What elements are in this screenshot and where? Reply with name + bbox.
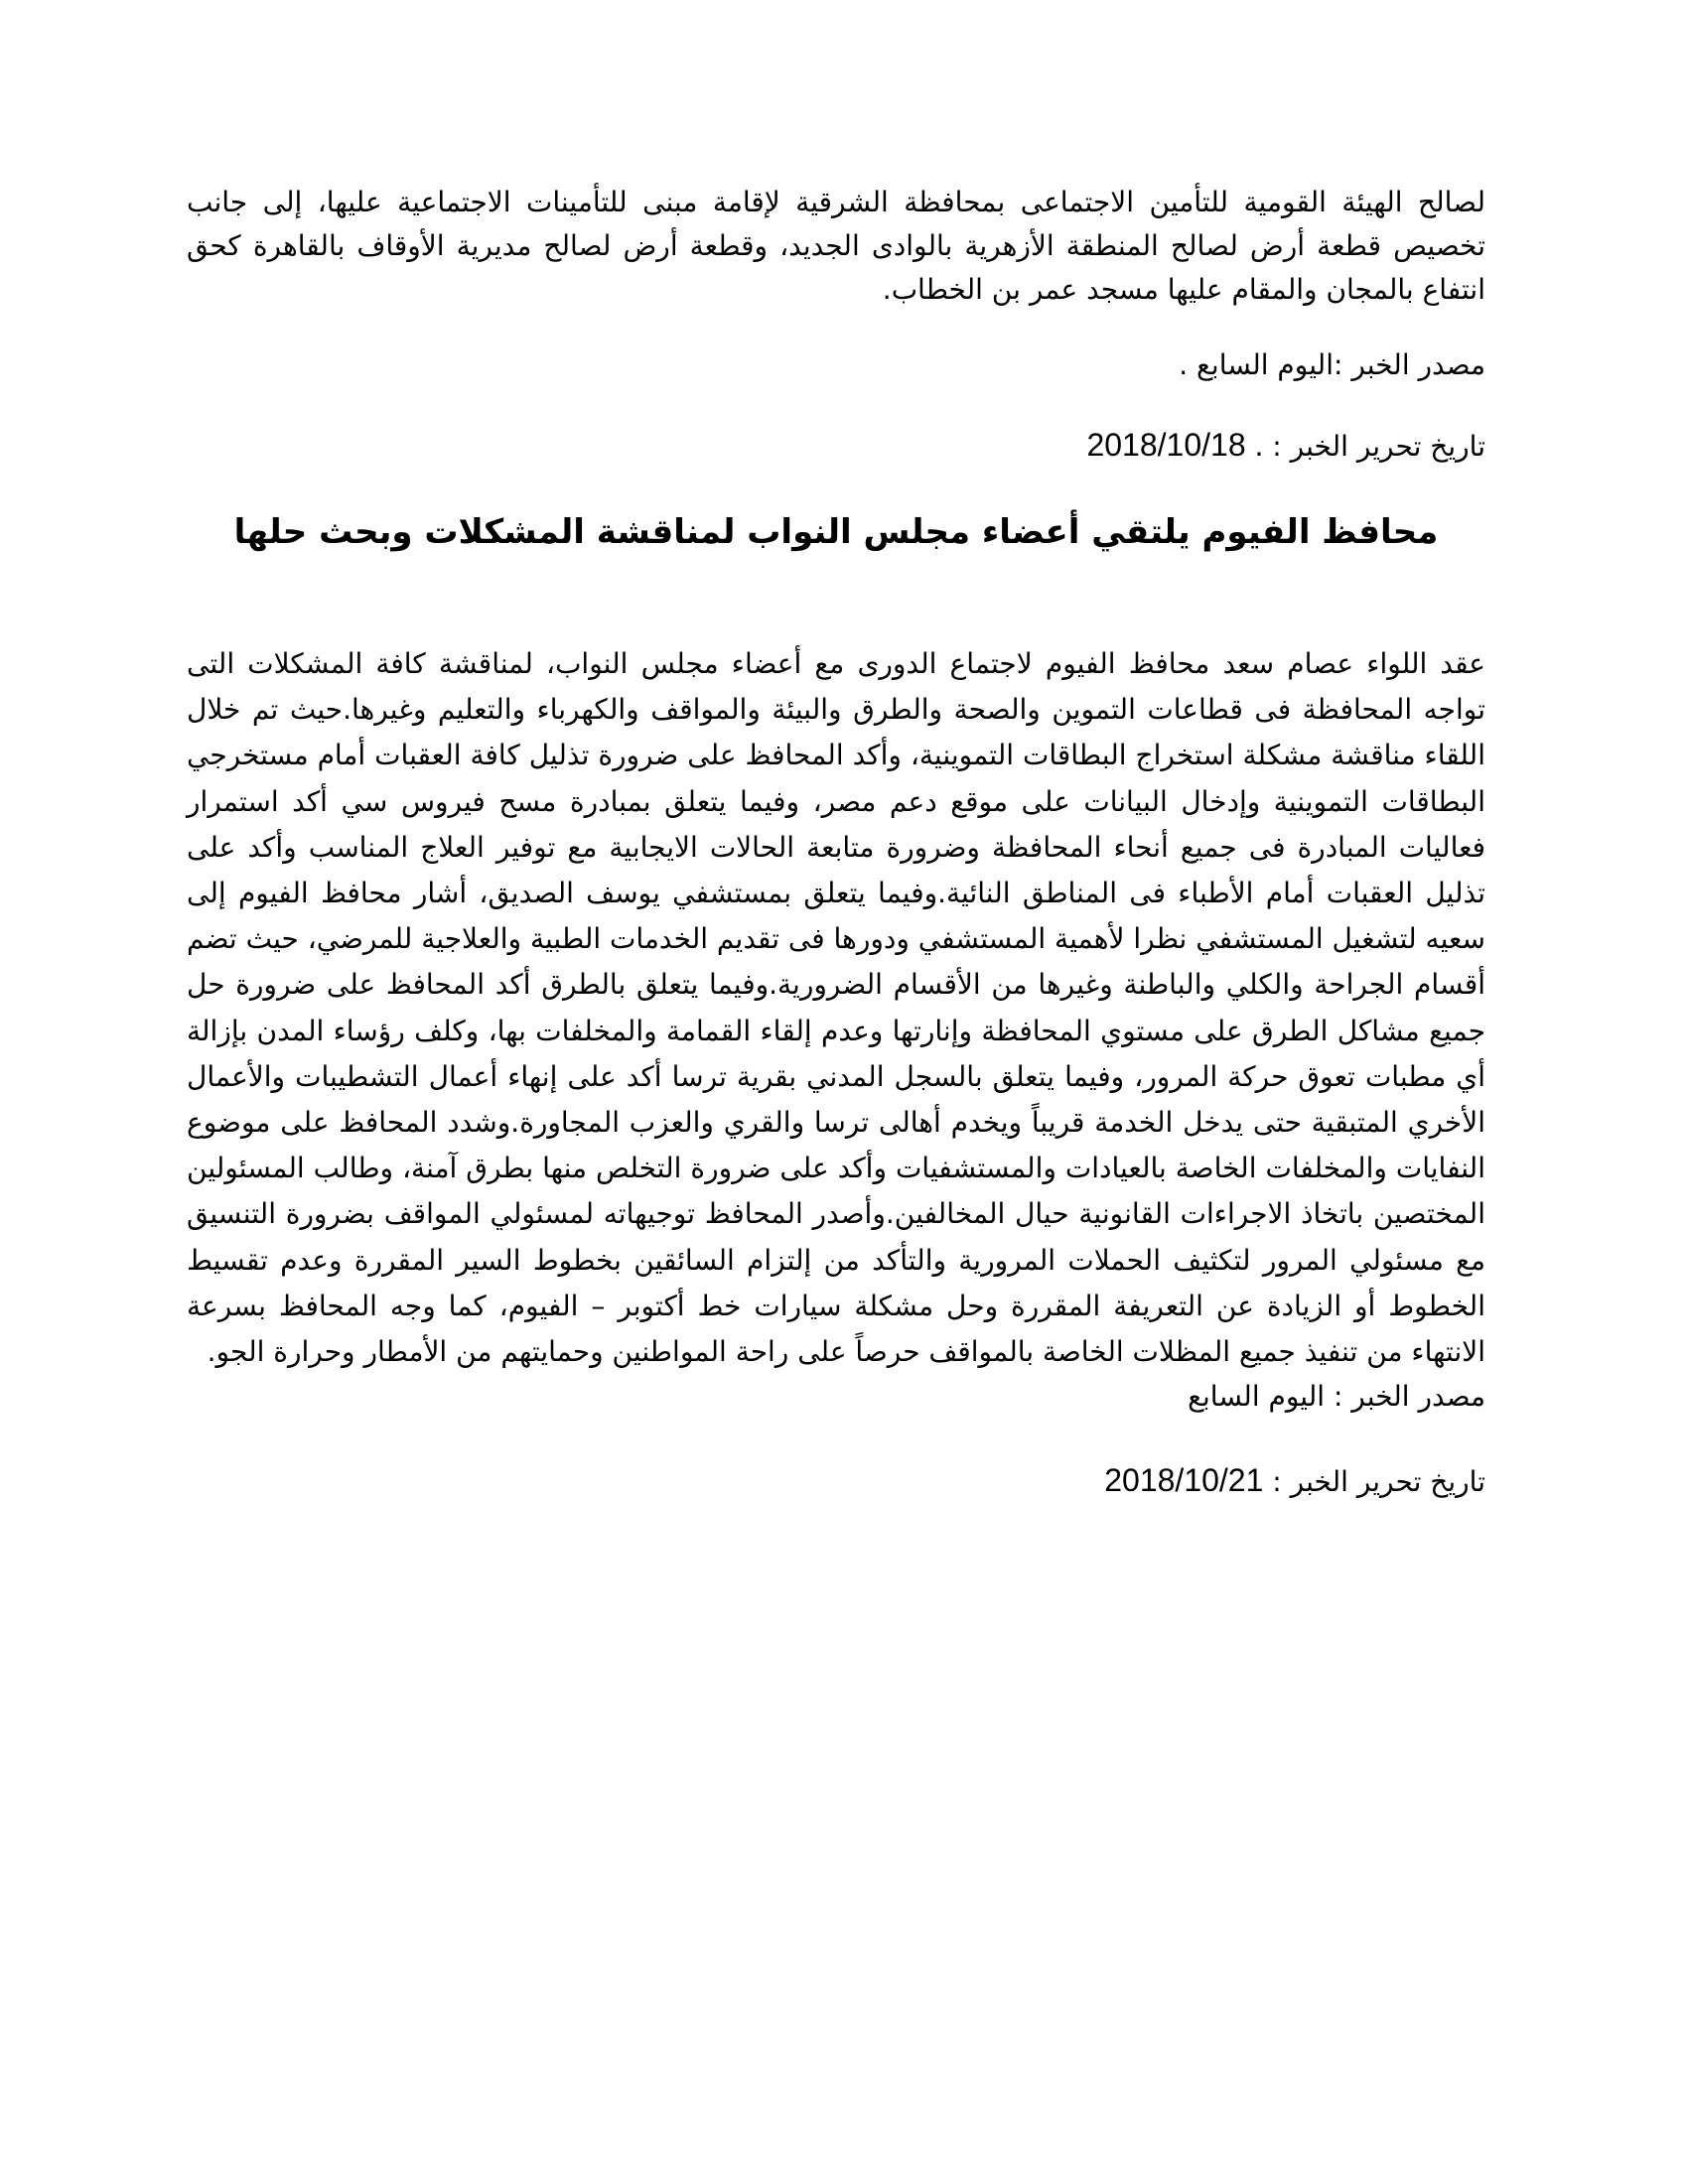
document-page: [187, 181, 1485, 1504]
article-date: [187, 1458, 1485, 1504]
intro-paragraph: لصالح الهيئة القومية للتأمين الاجتماعى بمحافظة الشرقية لإقامة مبنى للتأمينات الاجتماعية عليها، إلى جانب تخصيص قطعة أرض لصالح المنطقة الأزهرية بالوادى الجديد، وقطعة أرض لصالح مديرية الأوقاف بالقاهرة كحق انتفاع بالمجان والمقام عليها مسجد عمر بن الخطاب.: [187, 186, 1485, 306]
article-date-label: تاريخ تحرير الخبر :: [1272, 1465, 1485, 1499]
article-source: مصدر الخبر : اليوم السابع: [1188, 1380, 1485, 1414]
article-date-value: 2018/10/21: [1104, 1462, 1264, 1499]
news-date: [187, 423, 1485, 469]
news-date-value: 2018/10/18 .: [1086, 427, 1264, 463]
news-date-label: تاريخ تحرير الخبر :: [1272, 430, 1485, 463]
article-headline: محافظ الفيوم يلتقي أعضاء مجلس النواب لمناقشة المشكلات وبحث حلها: [233, 512, 1439, 552]
article-body: عقد اللواء عصام سعد محافظ الفيوم لاجتماع الدورى مع أعضاء مجلس النواب، لمناقشة كافة المشكلات التى تواجه المحافظة فى قطاعات التموين والصحة والطرق والبيئة والمواقف والكهرباء والتعليم وغيرها.حيث تم خلال اللقاء مناقشة مشكلة استخراج البطاقات التموينية، وأكد المحافظ على ضرورة تذليل كافة العقبات أمام مستخرجي البطاقات التموينية وإدخال البيانات على موقع دعم مصر، وفيما يتعلق بمبادرة مسح فيروس سي أكد استمرار فعاليات المبادرة فى جميع أنحاء المحافظة وضرورة متابعة الحالات الايجابية مع توفير العلاج المناسب وأكد على تذليل العقبات أمام الأطباء فى المناطق النائية.وفيما يتعلق بمستشفي يوسف الصديق، أشار محافظ الفيوم إلى سعيه لتشغيل المستشفي نظرا لأهمية المستشفي ودورها فى تقديم الخدمات الطبية والعلاجية للمرضي، حيث تضم أقسام الجراحة والكلي والباطنة وغيرها من الأقسام الضرورية.وفيما يتعلق بالطرق أكد المحافظ على ضرورة حل جميع مشاكل الطرق على مستوي المحافظة وإنارتها وعدم إلقاء القمامة والمخلفات بها، وكلف رؤساء المدن بإزالة أي مطبات تعوق حركة المرور، وفيما يتعلق بالسجل المدني بقرية ترسا أكد على إنهاء أعمال التشطيبات والأعمال الأخري المتبقية حتى يدخل الخدمة قريباً ويخدم أهالى ترسا والقري والعزب المجاورة.وشدد المحافظ على موضوع النفايات والمخلفات الخاصة بالعيادات والمستشفيات وأكد على ضرورة التخلص منها بطرق آمنة، وطالب المسئولين المختصين باتخاذ الاجراءات القانونية حيال المخالفين.وأصدر المحافظ توجيهاته لمسئولي المواقف بضرورة التنسيق مع مسئولي المرور لتكثيف الحملات المرورية والتأكد من إلتزام السائقين بخطوط السير المقررة وعدم تقسيط الخطوط أو الزيادة عن التعريفة المقررة وحل مشكلة سيارات خط أكتوبر – الفيوم، كما وجه المحافظ بسرعة الانتهاء من تنفيذ جميع المظلات الخاصة بالمواقف حرصاً على راحة المواطنين وحمايتهم من الأمطار وحرارة الجو.: [186, 647, 1485, 1369]
news-source: مصدر الخبر :اليوم السابع .: [1179, 348, 1485, 381]
